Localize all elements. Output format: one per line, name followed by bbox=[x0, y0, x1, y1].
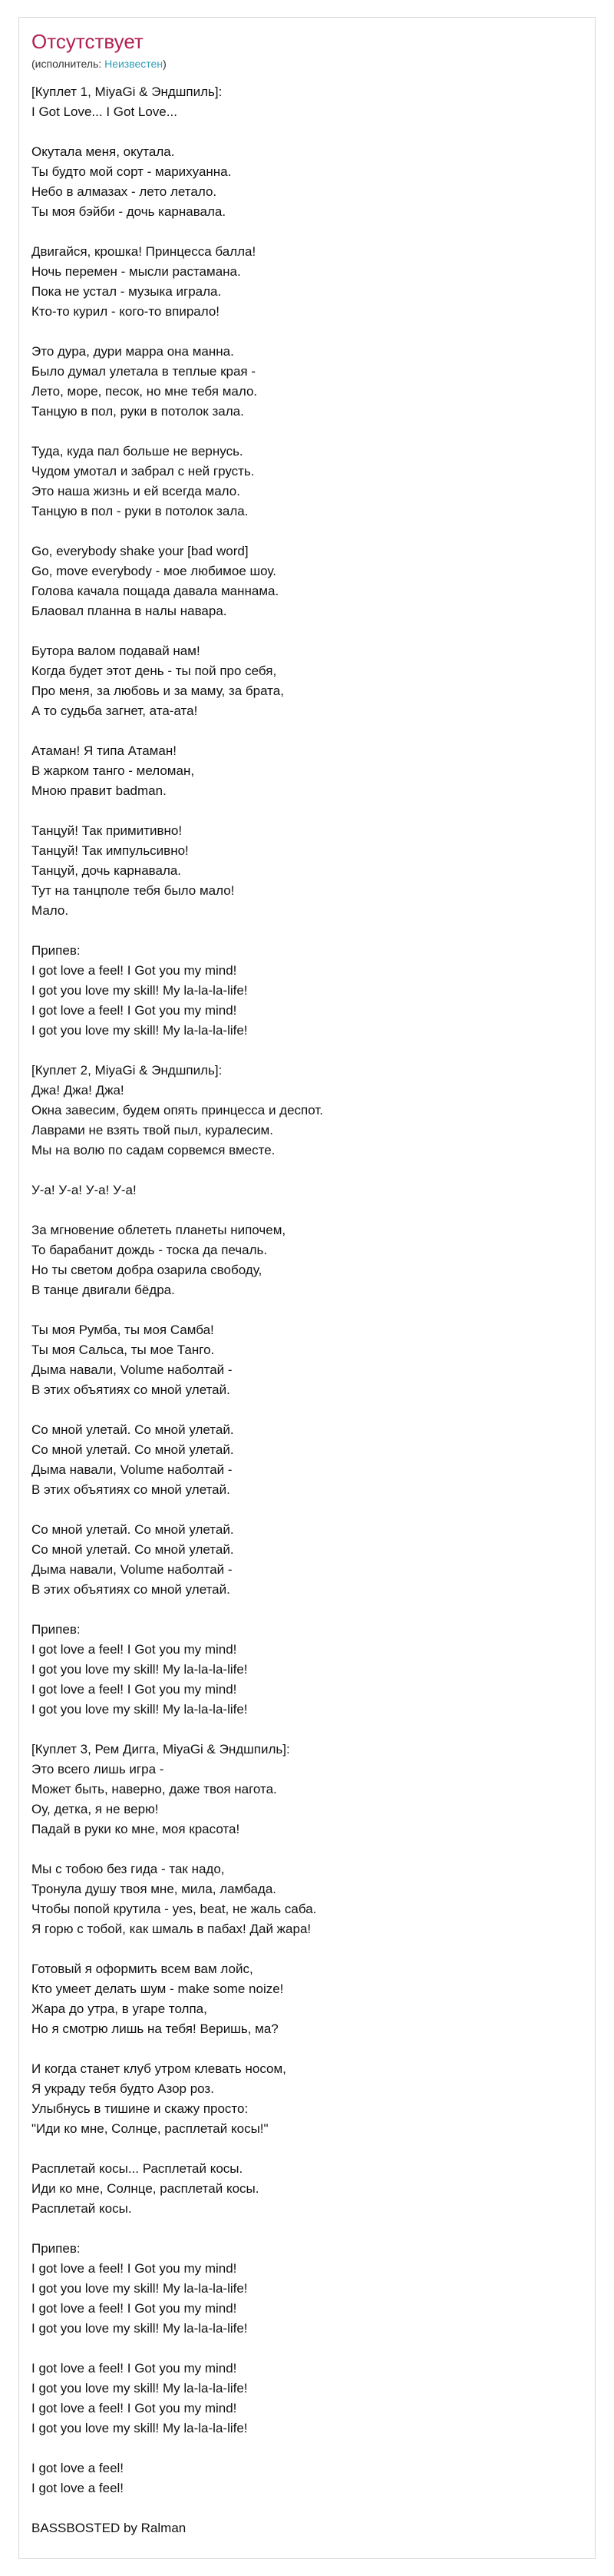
lyric-line: Танцуй, дочь карнавала. bbox=[31, 863, 182, 878]
lyric-line: Может быть, наверно, даже твоя нагота. bbox=[31, 1782, 277, 1796]
lyric-line: Было думал улетала в теплые края - bbox=[31, 364, 256, 379]
lyric-line bbox=[31, 1600, 581, 1620]
lyric-line: I got you love my skill! My la-la-la-life! bbox=[31, 2281, 248, 2296]
lyric-line: Go, everybody shake your [bad word] bbox=[31, 544, 249, 558]
lyric-line: В танце двигали бёдра. bbox=[31, 1283, 175, 1297]
lyric-line: Танцую в пол - руки в потолок зала. bbox=[31, 504, 249, 518]
lyric-line bbox=[31, 222, 581, 242]
lyric-line: I got you love my skill! My la-la-la-life! bbox=[31, 983, 248, 998]
lyric-line: Но я смотрю лишь на тебя! Веришь, ма? bbox=[31, 2021, 279, 2036]
lyric-line: I got love a feel! I Got you my mind! bbox=[31, 1642, 237, 1657]
lyric-line: Танцуй! Так примитивно! bbox=[31, 823, 183, 838]
lyric-line: BASSBOSTED by Ralman bbox=[31, 2521, 187, 2535]
lyric-line: Ты будто мой сорт - марихуанна. bbox=[31, 164, 232, 179]
lyric-line bbox=[31, 1161, 581, 1180]
lyric-line: Бутора валом подавай нам! bbox=[31, 644, 200, 658]
lyric-line: Блаовал планна в налы навара. bbox=[31, 604, 227, 618]
lyric-line: Со мной улетай. Со мной улетай. bbox=[31, 1522, 234, 1537]
lyric-line: Иди ко мне, Солнце, расплетай косы. bbox=[31, 2181, 259, 2196]
lyric-line: [Куплет 1, MiyaGi & Эндшпиль]: bbox=[31, 84, 223, 99]
lyric-line: I got you love my skill! My la-la-la-life! bbox=[31, 2381, 248, 2396]
lyric-line: А то судьба загнет, ата-ата! bbox=[31, 704, 198, 718]
lyric-line bbox=[31, 2219, 581, 2239]
lyric-line bbox=[31, 1720, 581, 1740]
lyric-line: Ты моя бэйби - дочь карнавала. bbox=[31, 204, 226, 219]
lyric-line: Это всего лишь игра - bbox=[31, 1762, 164, 1776]
lyric-line bbox=[31, 1041, 581, 1061]
lyric-line bbox=[31, 921, 581, 941]
lyric-line: Дыма навали, Volume наболтай - bbox=[31, 1362, 233, 1377]
lyric-line: Расплетай косы. bbox=[31, 2201, 132, 2216]
lyric-line bbox=[31, 721, 581, 741]
lyric-line: Ты моя Румба, ты моя Самба! bbox=[31, 1323, 214, 1337]
lyric-line: В этих объятиях со мной улетай. bbox=[31, 1582, 230, 1597]
lyric-line: Припев: bbox=[31, 943, 81, 958]
lyric-line: Лаврами не взять твой пыл, куралесим. bbox=[31, 1123, 273, 1137]
lyric-line: Про меня, за любовь и за маму, за брата, bbox=[31, 684, 284, 698]
lyric-line bbox=[31, 521, 581, 541]
lyric-line: Танцуй! Так импульсивно! bbox=[31, 843, 189, 858]
lyric-line: I Got Love... I Got Love... bbox=[31, 104, 177, 119]
lyric-line: I got you love my skill! My la-la-la-life! bbox=[31, 2421, 248, 2435]
lyric-line: "Иди ко мне, Солнце, расплетай косы!" bbox=[31, 2121, 269, 2136]
lyric-line: Оу, детка, я не верю! bbox=[31, 1802, 159, 1816]
lyric-line bbox=[31, 2339, 581, 2359]
lyric-line: Двигайся, крошка! Принцесса балла! bbox=[31, 244, 256, 259]
song-title: Отсутствует bbox=[31, 30, 144, 53]
lyric-line: Расплетай косы... Расплетай косы. bbox=[31, 2161, 243, 2176]
lyrics-card bbox=[18, 17, 596, 2559]
lyric-line: Улыбнусь в тишине и скажу просто: bbox=[31, 2101, 249, 2116]
lyric-line: I got love a feel! I Got you my mind! bbox=[31, 2261, 237, 2276]
artist-byline bbox=[31, 56, 581, 71]
lyric-line: I got love a feel! I Got you my mind! bbox=[31, 2361, 237, 2376]
lyric-line: В этих объятиях со мной улетай. bbox=[31, 1382, 230, 1397]
lyric-line bbox=[31, 2039, 581, 2059]
lyric-line: I got love a feel! bbox=[31, 2481, 124, 2495]
lyric-line bbox=[31, 422, 581, 442]
lyric-line: Тут на танцполе тебя было мало! bbox=[31, 883, 235, 898]
lyric-line: Чтобы попой крутила - yes, beat, не жаль саба. bbox=[31, 1902, 317, 1916]
lyric-line: Кто умеет делать шум - make some noize! bbox=[31, 1982, 284, 1996]
lyric-line: Голова качала пощада давала маннама. bbox=[31, 584, 279, 598]
lyric-line bbox=[31, 2498, 581, 2518]
lyric-line: Ты моя Сальса, ты мое Танго. bbox=[31, 1343, 215, 1357]
lyric-line: I got love a feel! I Got you my mind! bbox=[31, 2401, 237, 2415]
lyric-line: Я украду тебя будто Азор роз. bbox=[31, 2081, 214, 2096]
lyric-line bbox=[31, 1839, 581, 1859]
lyric-line: Когда будет этот день - ты пой про себя, bbox=[31, 664, 277, 678]
lyric-line: Припев: bbox=[31, 2241, 81, 2256]
lyric-line: Тронула душу твоя мне, мила, ламбада. bbox=[31, 1882, 276, 1896]
lyric-line: Чудом умотал и забрал с ней грусть. bbox=[31, 464, 255, 478]
lyric-line: Туда, куда пал больше не вернусь. bbox=[31, 444, 243, 459]
lyric-line bbox=[31, 322, 581, 342]
lyric-line: Со мной улетай. Со мной улетай. bbox=[31, 1422, 234, 1437]
lyric-line: Пока не устал - музыка играла. bbox=[31, 284, 222, 299]
lyric-line bbox=[31, 621, 581, 641]
lyric-line: За мгновение облететь планеты нипочем, bbox=[31, 1223, 286, 1237]
lyric-line: Джа! Джа! Джа! bbox=[31, 1083, 124, 1098]
lyric-line bbox=[31, 1200, 581, 1220]
lyric-line: Танцую в пол, руки в потолок зала. bbox=[31, 404, 244, 419]
lyric-line: Жара до утра, в угаре толпа, bbox=[31, 2002, 207, 2016]
lyrics-text bbox=[31, 82, 581, 2538]
lyric-line: I got you love my skill! My la-la-la-life! bbox=[31, 2321, 248, 2336]
lyric-line: Мы на волю по садам сорвемся вместе. bbox=[31, 1143, 276, 1157]
lyric-line: I got you love my skill! My la-la-la-life! bbox=[31, 1023, 248, 1038]
lyric-line: Готовый я оформить всем вам лойс, bbox=[31, 1962, 253, 1976]
lyric-line: Падай в руки ко мне, моя красота! bbox=[31, 1822, 240, 1836]
lyric-line: Лето, море, песок, но мне тебя мало. bbox=[31, 384, 258, 399]
lyric-line: I got love a feel! I Got you my mind! bbox=[31, 2301, 237, 2316]
lyric-line bbox=[31, 1939, 581, 1959]
lyric-line: [Куплет 3, Рем Дигга, MiyaGi & Эндшпиль]: bbox=[31, 1742, 290, 1757]
lyric-line bbox=[31, 1500, 581, 1520]
lyric-line: Go, move everybody - мое любимое шоу. bbox=[31, 564, 276, 578]
lyric-line: Ночь перемен - мысли растамана. bbox=[31, 264, 241, 279]
lyric-line: [Куплет 2, MiyaGi & Эндшпиль]: bbox=[31, 1063, 223, 1078]
lyric-line bbox=[31, 2139, 581, 2159]
lyric-line: Дыма навали, Volume наболтай - bbox=[31, 1462, 233, 1477]
lyric-line: В этих объятиях со мной улетай. bbox=[31, 1482, 230, 1497]
lyric-line: I got you love my skill! My la-la-la-life! bbox=[31, 1702, 248, 1717]
lyric-line bbox=[31, 122, 581, 142]
lyric-line: I got love a feel! I Got you my mind! bbox=[31, 963, 237, 978]
lyric-line: I got love a feel! I Got you my mind! bbox=[31, 1682, 237, 1697]
lyric-line: И когда станет клуб утром клевать носом, bbox=[31, 2061, 286, 2076]
lyric-line: I got you love my skill! My la-la-la-life! bbox=[31, 1662, 248, 1677]
lyric-line: I got love a feel! bbox=[31, 2461, 124, 2475]
lyric-line: I got love a feel! I Got you my mind! bbox=[31, 1003, 237, 1018]
lyric-line: Небо в алмазах - лето летало. bbox=[31, 184, 217, 199]
lyric-line: Дыма навали, Volume наболтай - bbox=[31, 1562, 233, 1577]
artist-link[interactable]: Неизвестен bbox=[104, 58, 163, 70]
lyric-line: Окутала меня, окутала. bbox=[31, 144, 175, 159]
lyric-line: Окна завесим, будем опять принцесса и деспот. bbox=[31, 1103, 323, 1117]
lyric-line: Мало. bbox=[31, 903, 69, 918]
lyric-line: У-а! У-а! У-а! У-а! bbox=[31, 1183, 137, 1197]
lyric-line bbox=[31, 1400, 581, 1420]
lyric-line: Со мной улетай. Со мной улетай. bbox=[31, 1442, 234, 1457]
lyric-line: То барабанит дождь - тоска да печаль. bbox=[31, 1243, 268, 1257]
lyric-line: Атаман! Я типа Атаман! bbox=[31, 743, 177, 758]
byline-prefix: (исполнитель: bbox=[31, 58, 105, 70]
lyric-line: Мною правит badman. bbox=[31, 783, 167, 798]
lyric-line: Со мной улетай. Со мной улетай. bbox=[31, 1542, 234, 1557]
lyric-line bbox=[31, 1300, 581, 1320]
lyric-line: Но ты светом добра озарила свободу, bbox=[31, 1263, 262, 1277]
byline-suffix: ) bbox=[163, 58, 167, 70]
lyric-line bbox=[31, 2439, 581, 2458]
lyric-line: Мы с тобою без гида - так надо, bbox=[31, 1862, 225, 1876]
lyric-line: В жарком танго - меломан, bbox=[31, 763, 195, 778]
lyric-line bbox=[31, 801, 581, 821]
lyric-line: Припев: bbox=[31, 1622, 81, 1637]
lyric-line: Кто-то курил - кого-то впирало! bbox=[31, 304, 220, 319]
lyric-line: Это наша жизнь и ей всегда мало. bbox=[31, 484, 240, 498]
lyric-line: Это дура, дури марра она манна. bbox=[31, 344, 234, 359]
lyric-line: Я горю с тобой, как шмаль в пабах! Дай жара! bbox=[31, 1922, 312, 1936]
